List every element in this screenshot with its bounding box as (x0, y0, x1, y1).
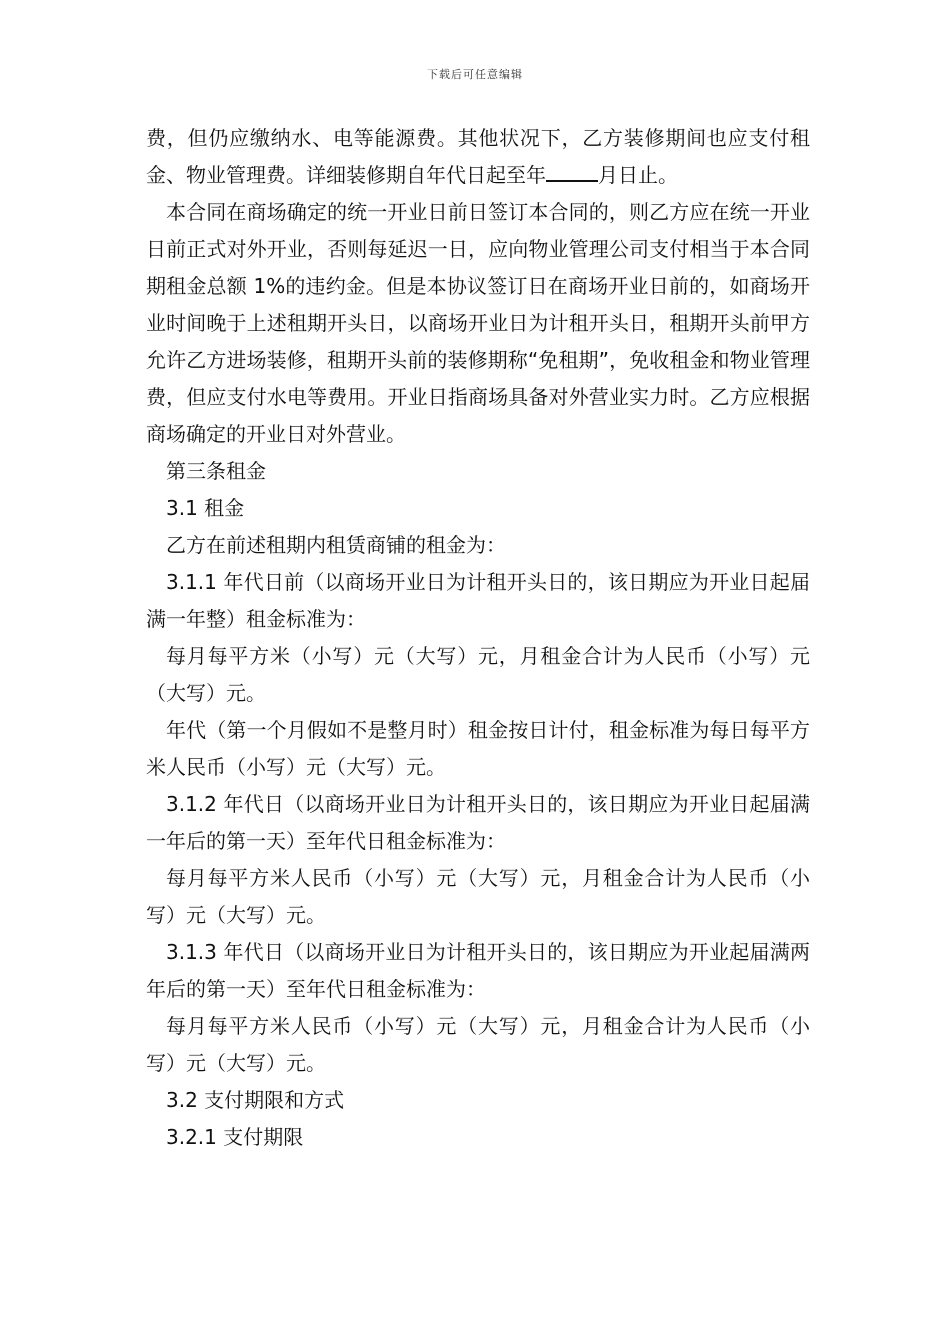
document-body (146, 120, 810, 1156)
paragraph-renovation-period (146, 120, 810, 194)
paragraph-daily-rent: 年代（第一个月假如不是整月时）租金按日计付，租金标准为每日每平方米人民币（小写）元（大写）元。 (146, 718, 810, 779)
fill-in-blank (546, 158, 598, 182)
section-heading-3-1: 3.1 租金 (166, 496, 245, 520)
paragraph-monthly-rent-2: 每月每平方米人民币（小写）元（大写）元，月租金合计为人民币（小写）元（大写）元。 (146, 866, 810, 927)
article-heading-rent: 第三条租金 (166, 459, 266, 483)
paragraph-opening-date: 本合同在商场确定的统一开业日前日签订本合同的，则乙方应在统一开业日前正式对外开业，否则每延迟一日，应向物业管理公司支付相当于本合同期租金总额 1%的违约金。但是本协议签订日在商场开业日前的，如商场开业时间晚于上述租期开头日，以商场开业日为计租开头日，租期开头前甲方允许乙方进场装修，租期开头前的装修期称“免租期”，免收租金和物业管理费，但应支付水电等费用。开业日指商场具备对外营业实力时。乙方应根据商场确定的开业日对外营业。 (146, 200, 810, 446)
section-heading-3-2: 3.2 支付期限和方式 (166, 1088, 345, 1112)
paragraph-text: 费，但仍应缴纳水、电等能源费。其他状况下，乙方装修期间也应支付租金、物业管理费。详细装修期自年代日起至年 (146, 126, 810, 187)
clause-3-1-2: 3.1.2 年代日（以商场开业日为计租开头日的，该日期应为开业日起届满一年后的第一天）至年代日租金标准为： (146, 792, 810, 853)
paragraph-text: 月日止。 (598, 163, 678, 187)
clause-3-1-3: 3.1.3 年代日（以商场开业日为计租开头日的，该日期应为开业起届满两年后的第一天）至年代日租金标准为： (146, 940, 810, 1001)
page-header: 下载后可任意编辑 (427, 68, 523, 81)
clause-3-2-1: 3.2.1 支付期限 (166, 1125, 304, 1149)
paragraph-rent-intro: 乙方在前述租期内租赁商铺的租金为： (166, 533, 506, 557)
paragraph-monthly-rent-1: 每月每平方米（小写）元（大写）元，月租金合计为人民币（小写）元（大写）元。 (146, 644, 810, 705)
paragraph-monthly-rent-3: 每月每平方米人民币（小写）元（大写）元，月租金合计为人民币（小写）元（大写）元。 (146, 1014, 810, 1075)
clause-3-1-1: 3.1.1 年代日前（以商场开业日为计租开头日的，该日期应为开业日起届满一年整）租金标准为： (146, 570, 810, 631)
